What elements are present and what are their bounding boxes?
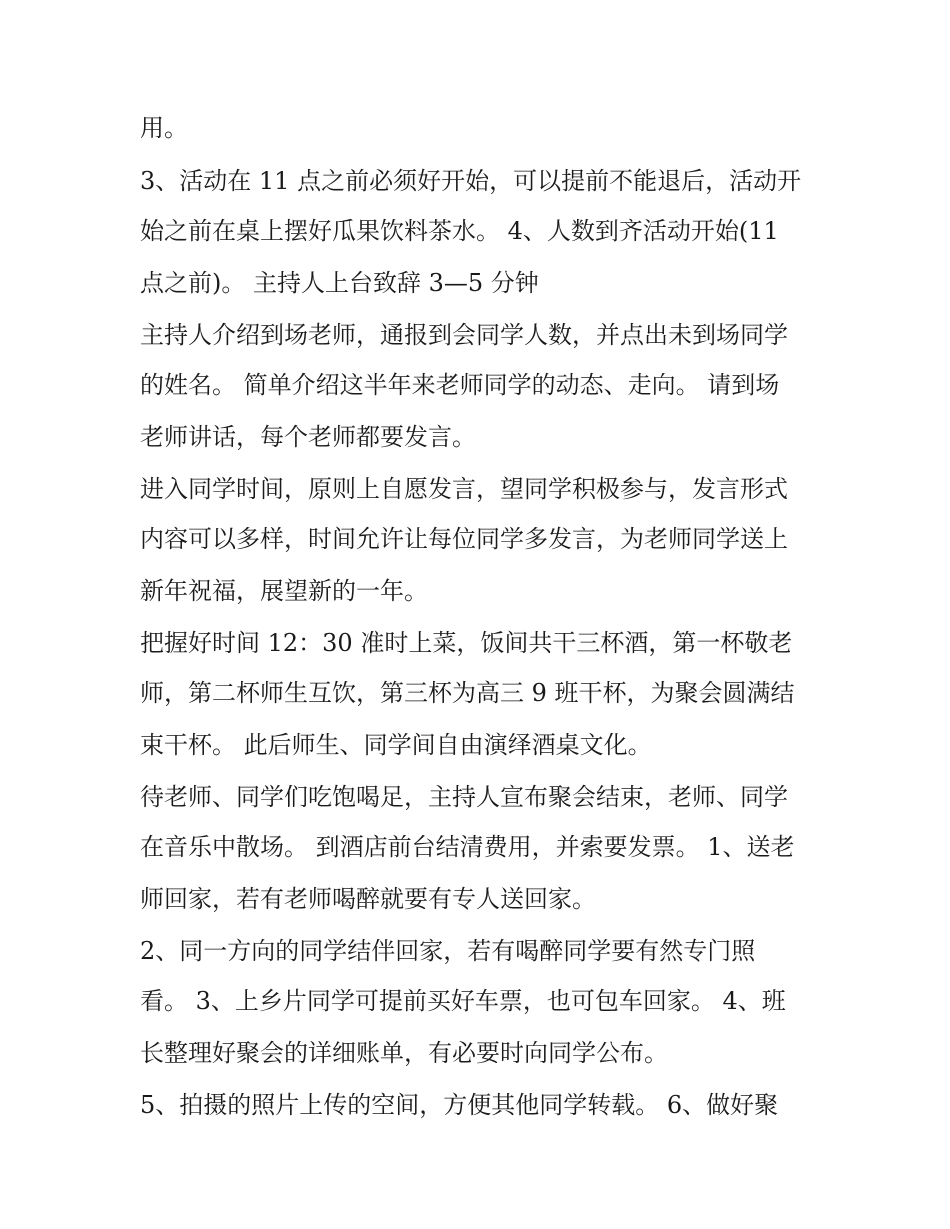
text-line: 主持人介绍到场老师，通报到会同学人数，并点出未到场同学 [140, 321, 788, 349]
text-line: 新年祝福，展望新的一年。 [140, 577, 428, 605]
text-line: 长整理好聚会的详细账单，有必要时向同学公布。 [140, 1039, 668, 1067]
text-line: 待老师、同学们吃饱喝足，主持人宣布聚会结束，老师、同学 [140, 783, 788, 811]
text-line: 把握好时间 12：30 准时上菜，饭间共干三杯酒，第一杯敬老 [140, 629, 793, 657]
text-line: 束干杯。 此后师生、同学间自由演绎酒桌文化。 [140, 731, 652, 759]
text-line: 5、拍摄的照片上传的空间，方便其他同学转载。 6、做好聚 [140, 1091, 779, 1119]
text-line: 的姓名。 简单介绍这半年来老师同学的动态、走向。 请到场 [140, 371, 780, 399]
text-line: 用。 [140, 114, 188, 142]
text-line: 师，第二杯师生互饮，第三杯为高三 9 班干杯，为聚会圆满结 [140, 679, 795, 707]
text-line: 点之前)。 主持人上台致辞 3—5 分钟 [140, 269, 539, 297]
text-line: 进入同学时间，原则上自愿发言，望同学积极参与，发言形式 [140, 475, 788, 503]
text-line: 老师讲话，每个老师都要发言。 [140, 423, 476, 451]
text-line: 2、同一方向的同学结伴回家，若有喝醉同学要有然专门照 [140, 937, 756, 965]
text-line: 看。 3、上乡片同学可提前买好车票，也可包车回家。 4、班 [140, 987, 786, 1015]
text-line: 师回家，若有老师喝醉就要有专人送回家。 [140, 885, 596, 913]
text-line: 3、活动在 11 点之前必须好开始，可以提前不能退后，活动开 [140, 167, 802, 195]
text-line: 内容可以多样，时间允许让每位同学多发言，为老师同学送上 [140, 525, 788, 553]
text-line: 始之前在桌上摆好瓜果饮料茶水。 4、人数到齐活动开始(11 [140, 217, 779, 245]
text-line: 在音乐中散场。 到酒店前台结清费用，并索要发票。 1、送老 [140, 833, 795, 861]
